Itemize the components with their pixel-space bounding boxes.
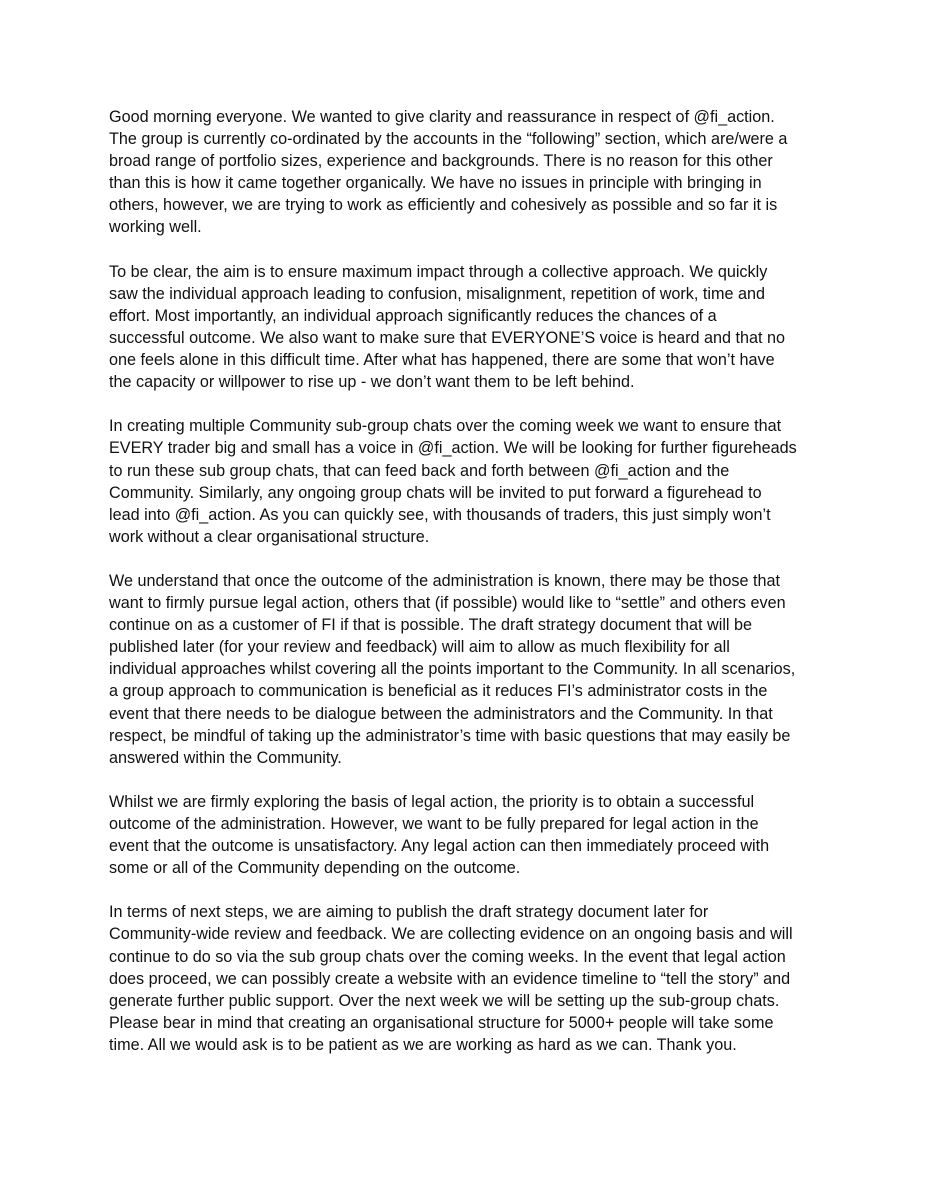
document-body: [109, 106, 829, 1078]
paragraph-sub-groups: In creating multiple Community sub-group chats over the coming week we want to ensure that EVERY trader big and small has a voice in @fi_action. We will be looking for further figureheads to run these sub group chats, that can feed back and forth between @fi_action and the Community. Similarly, any ongoing group chats will be invited to put forward a figurehead to lead into @fi_action. As you can quickly see, with thousands of traders, this just simply won’t work without a clear organisational structure.: [109, 417, 797, 546]
paragraph-next-steps: In terms of next steps, we are aiming to publish the draft strategy document later for Community-wide review and feedback. We are collecting evidence on an ongoing basis and will continue to do so via the sub group chats over the coming weeks. In the event that legal action does proceed, we can possibly create a website with an evidence timeline to “tell the story” and generate further public support. Over the next week we will be setting up the sub-group chats. Please bear in mind that creating an organisational structure for 5000+ people will take some time. All we would ask is to be patient as we are working as hard as we can. Thank you.: [109, 903, 793, 1054]
paragraph-intro: Good morning everyone. We wanted to give clarity and reassurance in respect of @fi_action. The group is currently co-ordinated by the accounts in the “following” section, which are/were a broad range of portfolio sizes, experience and backgrounds. There is no reason for this other than this is how it came together organically. We have no issues in principle with bringing in others, however, we are trying to work as efficiently and cohesively as possible and so far it is working well.: [109, 108, 788, 237]
paragraph-aim: To be clear, the aim is to ensure maximum impact through a collective approach. We quickly saw the individual approach leading to confusion, misalignment, repetition of work, time and effort. Most importantly, an individual approach significantly reduces the chances of a successful outcome. We also want to make sure that EVERYONE’S voice is heard and that no one feels alone in this difficult time. After what has happened, there are some that won’t have the capacity or willpower to rise up - we don’t want them to be left behind.: [109, 262, 786, 392]
paragraph-legal-action: Whilst we are firmly exploring the basis of legal action, the priority is to obtain a successful outcome of the administration. However, we want to be fully prepared for legal action in the event that the outcome is unsatisfactory. Any legal action can then immediately proceed with some or all of the Community depending on the outcome.: [109, 792, 770, 878]
paragraph-outcome: We understand that once the outcome of the administration is known, there may be those that want to firmly pursue legal action, others that (if possible) would like to “settle” and others even continue on as a customer of FI if that is possible. The draft strategy document that will be published later (for your review and feedback) will aim to allow as much flexibility for all individual approaches whilst covering all the points important to the Community. In all scenarios, a group approach to communication is beneficial as it reduces FI’s administrator costs in the event that there needs to be dialogue between the administrators and the Community. In that respect, be mindful of taking up the administrator’s time with basic questions that may easily be answered within the Community.: [109, 571, 796, 767]
